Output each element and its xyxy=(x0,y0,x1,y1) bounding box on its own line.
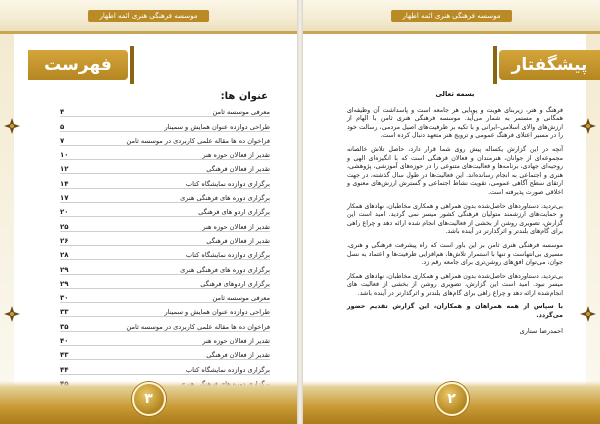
page-header-band xyxy=(303,0,600,34)
toc-title-banner xyxy=(28,50,128,80)
toc-page-number: ۲۰ xyxy=(60,208,69,217)
toc-row[interactable] xyxy=(60,303,270,317)
basmala-heading: بسمه تعالی xyxy=(435,90,475,98)
toc-row[interactable] xyxy=(60,146,270,160)
ornament-icon xyxy=(4,306,20,322)
toc-entry-label: تقدیر از فعالان فرهنگی xyxy=(206,165,270,174)
toc-page-number: ۳۰ xyxy=(60,294,69,303)
ornament-icon xyxy=(580,118,596,134)
toc-entry-label: طراحی دوازده عنوان همایش و سمینار xyxy=(164,308,270,317)
toc-entry-label: برگزاری دوازده نمایشگاه کتاب xyxy=(185,179,270,188)
toc-row[interactable] xyxy=(60,332,270,346)
toc-page xyxy=(0,0,297,424)
toc-entry-label: برگزاری اردوهای فرهنگی xyxy=(200,279,270,288)
foreword-page xyxy=(303,0,600,424)
toc-page-number: ۱۷ xyxy=(60,194,69,203)
toc-entry-label: طراحی دوازده عنوان همایش و سمینار xyxy=(164,122,270,131)
toc-row[interactable] xyxy=(60,117,270,131)
toc-entry-label: معرفی موسسه ثامن xyxy=(212,108,270,117)
toc-row[interactable] xyxy=(60,317,270,331)
ornament-icon xyxy=(580,306,596,322)
toc-page-number: ۵ xyxy=(60,122,65,131)
toc-row[interactable] xyxy=(60,189,270,203)
ornament-icon xyxy=(4,118,20,134)
toc-page-number: ۲۵ xyxy=(60,222,69,231)
toc-title: فهرست xyxy=(44,55,112,75)
foreword-paragraph: بی‌تردید، دستاوردهای حاصل‌شده بدون همراهی و همکاری مخاطبان، نهادهای همکار و حمایت‌های ارزشمند متولیان فرهنگی کشور میسر نمی گردید. امید است این گزارش، تصویری روشن از بخشی از فعالیت‌های انجام شده ارائه دهد و چراغ راهی برای گام‌های بلندتر و اثرگذارتر در آینده باشد. xyxy=(347,202,563,236)
author-signature: احمدرضا ستاری xyxy=(519,326,563,335)
toc-page-number: ۴۳ xyxy=(60,351,69,360)
toc-row[interactable] xyxy=(60,132,270,146)
toc-entry-label: برگزاری اردو های فرهنگی xyxy=(198,208,270,217)
toc-page-number: ۱۴ xyxy=(60,179,69,188)
foreword-title: پیشگفتار xyxy=(511,55,588,75)
toc-row[interactable] xyxy=(60,246,270,260)
toc-row[interactable] xyxy=(60,346,270,360)
toc-row[interactable] xyxy=(60,275,270,289)
toc-entry-label: تقدیر از فعالان فرهنگی xyxy=(206,236,270,245)
decorative-side-strip xyxy=(586,34,600,394)
toc-row[interactable] xyxy=(60,217,270,231)
page-header-band xyxy=(0,0,297,34)
toc-page-number: ۲۹ xyxy=(60,279,69,288)
toc-entry-label: تقدیر از فعالان حوزه هنر xyxy=(202,337,270,346)
toc-page-number: ۱۲ xyxy=(60,165,69,174)
page-footer-band xyxy=(0,386,297,424)
foreword-title-banner xyxy=(499,50,600,80)
toc-page-number: ۲۶ xyxy=(60,236,69,245)
toc-entry-label: برگزاری دوره های فرهنگی هنری xyxy=(180,194,270,203)
foreword-paragraph: بی‌تردید، دستاوردهای حاصل‌شده بدون همراهی و همکاری مخاطبان، نهادهای همکار میسر نبود. امید است این گزارش، تصویری روشن از بخشی از فعالیت های انجام‌شده ارائه دهد و چراغ راهی برای گام‌های بلندتر و اثرگذارتر در آینده باشد. xyxy=(347,272,563,297)
page-number-badge: ۳ xyxy=(132,382,166,416)
toc-entry-label: برگزاری دوازده نمایشگاه کتاب xyxy=(185,365,270,374)
foreword-paragraph: موسسه فرهنگی هنری ثامن بر این باور است که راه پیشرفت فرهنگی و هنری، مسیری بی‌انتهاست و تنها با استمرار تلاش‌ها، هم‌افزایی ظرفیت‌ها و اعتماد به نسل جوان، می‌توان افق‌های روشن‌تری برای جامعه رقم زد. xyxy=(347,241,563,267)
foreword-paragraph: با سپاس از همه همراهان و همکاران، این گزارش تقدیم حضور می‌گردد. xyxy=(347,303,563,320)
toc-entry-label: معرفی موسسه ثامن xyxy=(212,294,270,303)
toc-heading: عنوان ها: xyxy=(220,91,268,102)
toc-entry-label: برگزاری دوره های فرهنگی هنری xyxy=(180,265,270,274)
toc-entry-label: تقدیر از فعالان فرهنگی xyxy=(206,351,270,360)
toc-list xyxy=(60,103,270,403)
foreword-paragraph: فرهنگ و هنر، زیربنای هویت و پویایی هر جامعه است و پاسداشت آن وظیفه‌ای همگانی و مستمر به شمار می‌آید. موسسه فرهنگی هنری ثامن با الهام از ارزش‌های والای اسلامی–ایرانی و با تکیه بر ظرفیت‌های اصیل مردمی، رسالت خود را در مسیر اعتلای فرهنگ عمومی و ترویج هنر متعهد دنبال کرده است. xyxy=(347,106,563,140)
toc-page-number: ۲۸ xyxy=(60,251,69,260)
decorative-side-strip xyxy=(0,34,14,394)
page-footer-band xyxy=(303,386,600,424)
toc-entry-label: تقدیر از فعالان حوزه هنر xyxy=(202,222,270,231)
toc-entry-label: برگزاری دوازده نمایشگاه کتاب xyxy=(185,251,270,260)
toc-page-number: ۳۳ xyxy=(60,308,69,317)
toc-row[interactable] xyxy=(60,289,270,303)
toc-row[interactable] xyxy=(60,103,270,117)
foreword-text xyxy=(347,90,563,335)
toc-row[interactable] xyxy=(60,174,270,188)
toc-row[interactable] xyxy=(60,203,270,217)
toc-page-number: ۷ xyxy=(60,136,65,145)
institute-name-label: موسسه فرهنگی هنری ائمه اطهار xyxy=(391,10,513,22)
toc-page-number: ۴ xyxy=(60,108,65,117)
toc-page-number: ۲۹ xyxy=(60,265,69,274)
toc-page-number: ۴۴ xyxy=(60,365,69,374)
toc-entry-label: فراخوان ده ها مقاله علمی کاربردی در موسسه ثامن xyxy=(126,136,270,145)
toc-entry-label: فراخوان ده ها مقاله علمی کاربردی در موسسه ثامن xyxy=(126,322,270,331)
toc-page-number: ۱۰ xyxy=(60,151,69,160)
toc-row[interactable] xyxy=(60,360,270,374)
toc-row[interactable] xyxy=(60,232,270,246)
toc-entry-label: تقدیر از فعالان حوزه هنر xyxy=(202,151,270,160)
toc-row[interactable] xyxy=(60,260,270,274)
toc-row[interactable] xyxy=(60,160,270,174)
page-number-badge: ۲ xyxy=(435,382,469,416)
toc-page-number: ۴۰ xyxy=(60,337,69,346)
foreword-paragraph: آنچه در این گزارش یکساله پیش روی شما قرار دارد، حاصل تلاش خالصانه مجموعه‌ای از جوانان، هنرمندان و فعالان فرهنگی است که با انگیزه‌ای الهی و روحیه‌ای جهادی، برنامه‌ها و فعالیت‌های متنوعی را در حوزه‌های آموزشی، پژوهشی، هنری و اجتماعی به انجام رسانده‌اند. این فعالیت‌ها در طول سال گذشته، در جهت ارتقای سطح آگاهی عمومی، تقویت نشاط اجتماعی و گسترش ارزش‌های معنوی و اخلاقی صورت پذیرفته است. xyxy=(347,145,563,196)
institute-name-label: موسسه فرهنگی هنری ائمه اطهار xyxy=(88,10,210,22)
toc-page-number: ۳۵ xyxy=(60,322,69,331)
